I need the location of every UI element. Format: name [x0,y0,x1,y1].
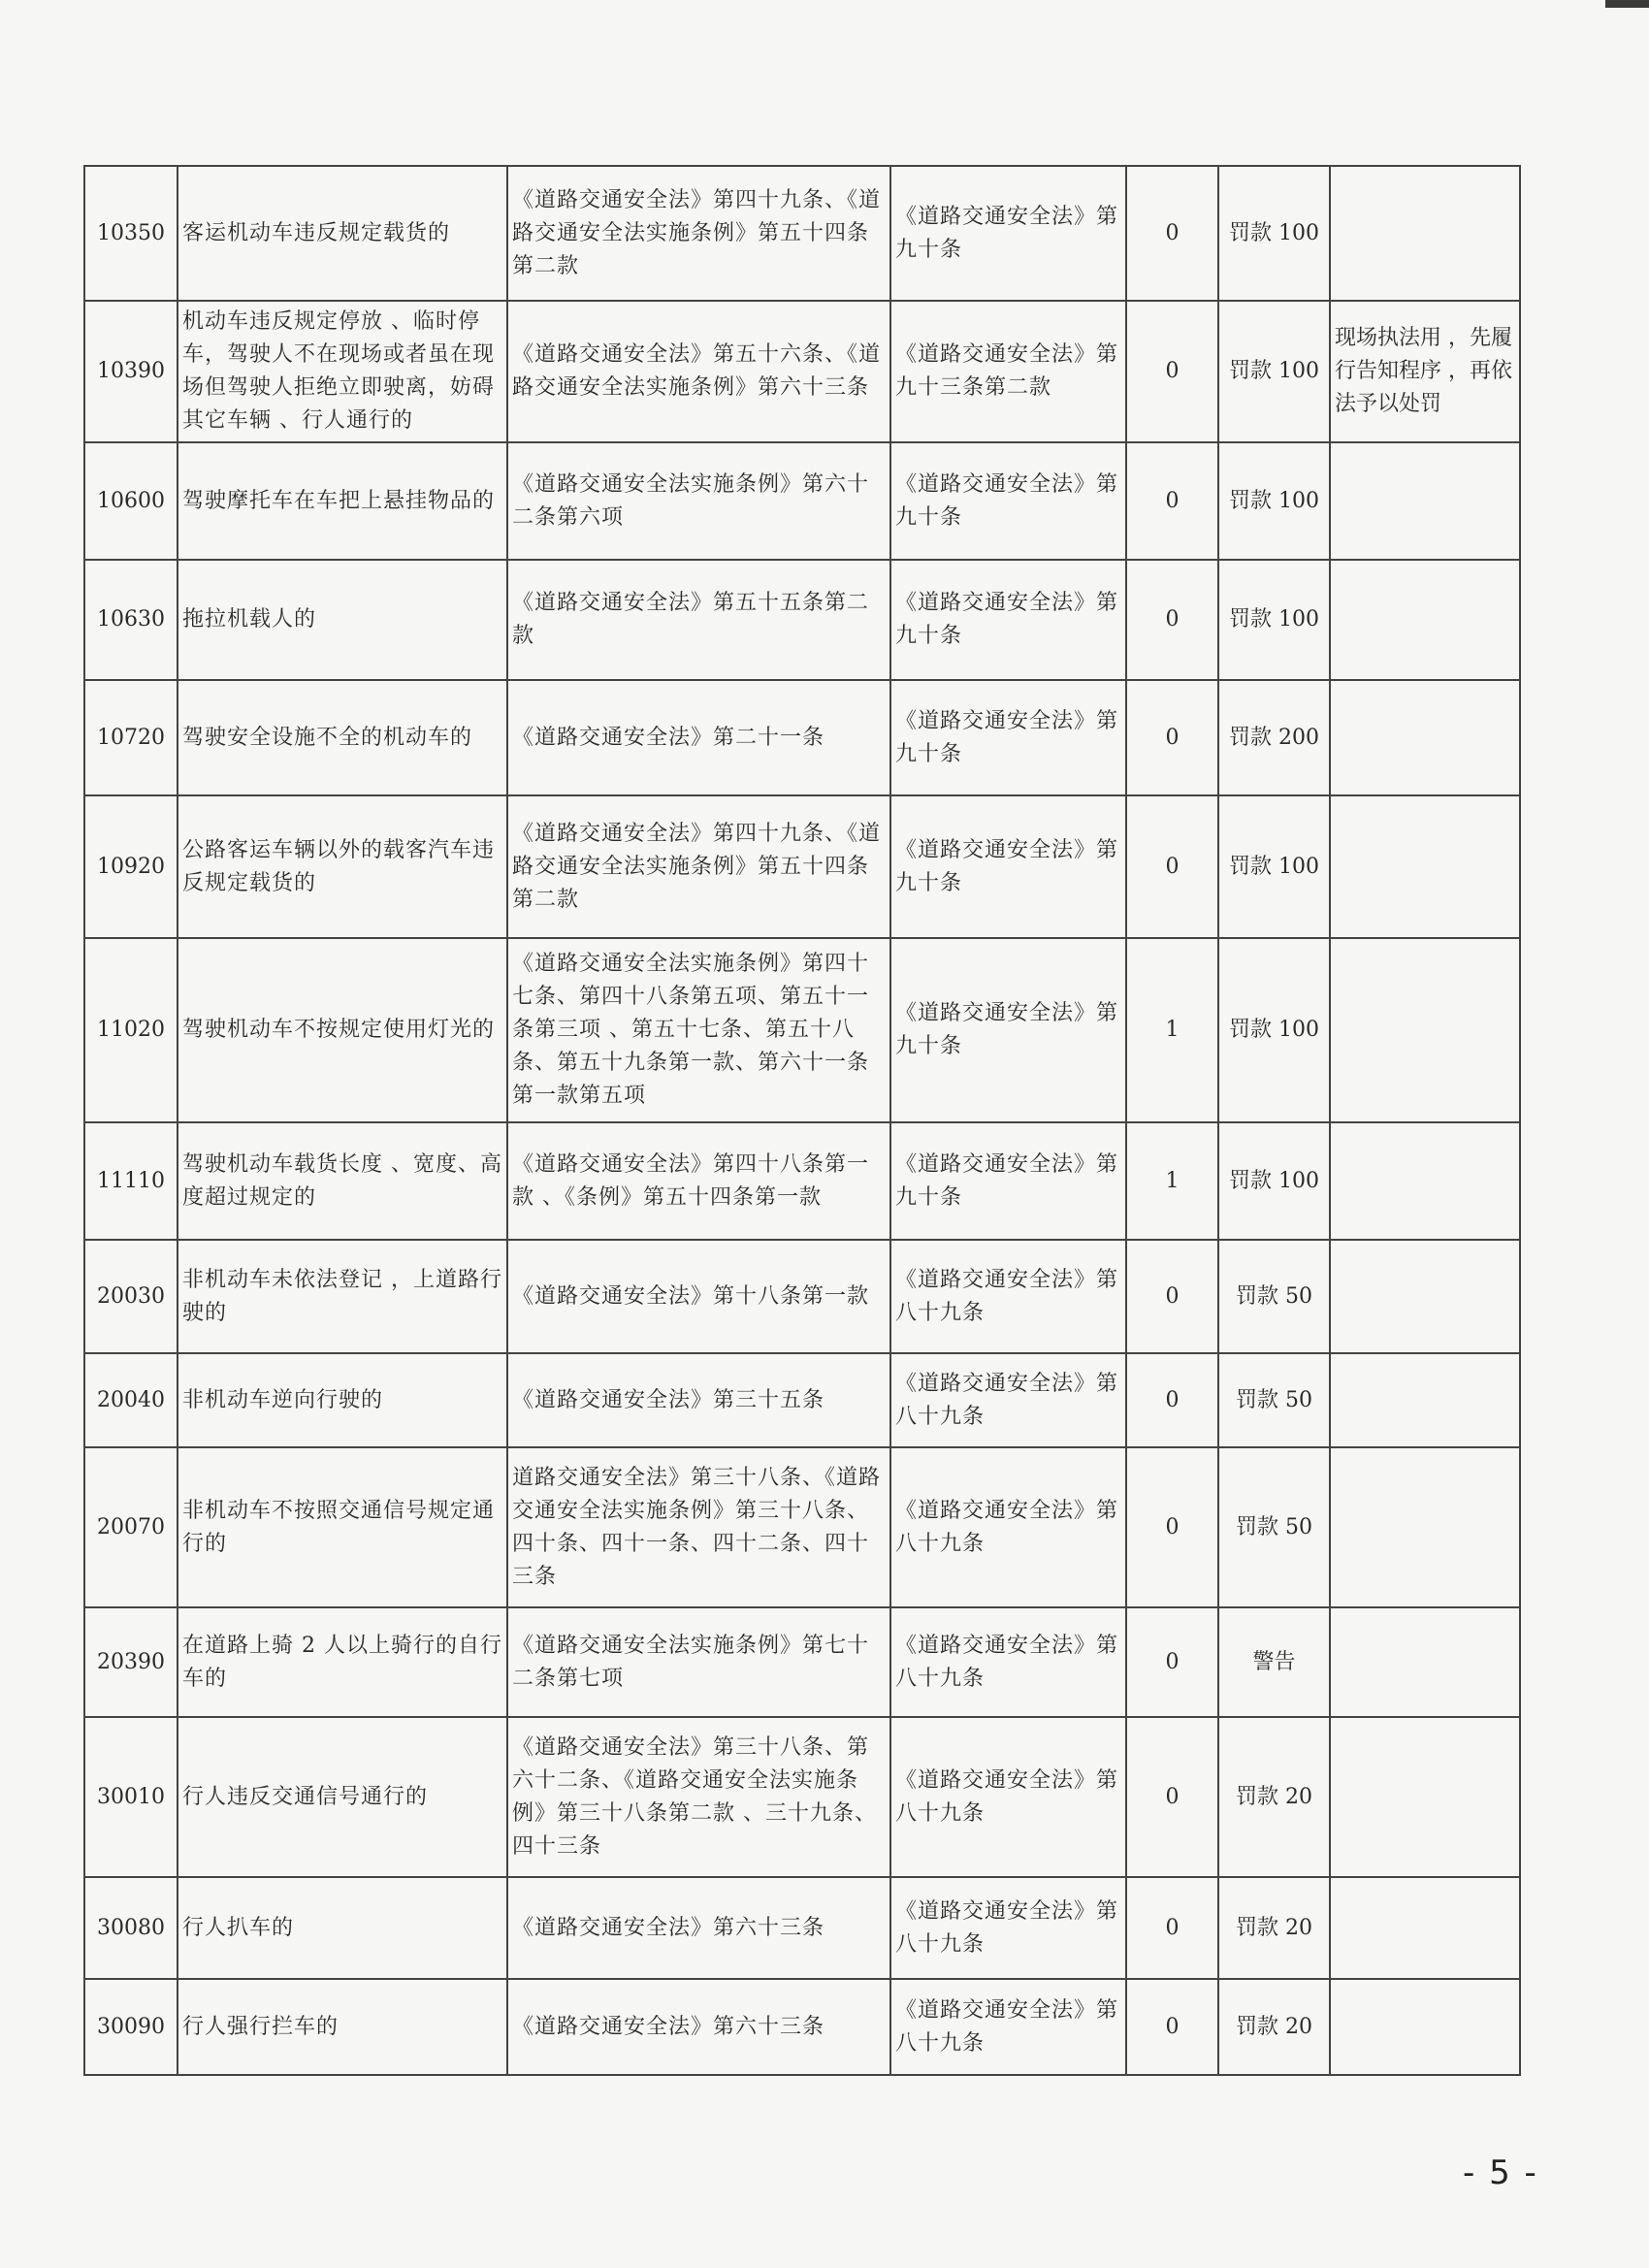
remark [1330,1447,1520,1607]
page-number: - 5 - [1463,2154,1538,2192]
violation-code: 10720 [84,680,178,795]
demerit-points: 0 [1126,1240,1218,1353]
legal-basis: 《道路交通安全法实施条例》第四十七条、第四十八条第五项、第五十一条第三项 、第五十七条、第五十八条、第五十九条第一款、第六十一条第一款第五项 [507,938,890,1122]
remark [1330,795,1520,938]
violation-description: 驾驶机动车不按规定使用灯光的 [178,938,507,1122]
scan-edge-mark [1605,0,1649,8]
legal-basis: 《道路交通安全法》第三十五条 [507,1353,890,1447]
remark [1330,1979,1520,2075]
table-row [84,1717,1520,1877]
table-row [84,1353,1520,1447]
penalty-reference: 《道路交通安全法》第九十条 [890,938,1126,1122]
legal-basis: 《道路交通安全法》第四十八条第一款 、《条例》第五十四条第一款 [507,1122,890,1240]
remark: 现场执法用 ，先履行告知程序 ，再依法予以处罚 [1330,301,1520,442]
violation-description: 驾驶摩托车在车把上悬挂物品的 [178,442,507,560]
penalty-amount: 罚款 50 [1218,1353,1330,1447]
penalty-reference: 《道路交通安全法》第八十九条 [890,1353,1126,1447]
violation-code: 10630 [84,560,178,680]
violation-code: 30090 [84,1979,178,2075]
table-row [84,301,1520,442]
penalty-reference: 《道路交通安全法》第九十条 [890,166,1126,301]
remark [1330,1877,1520,1979]
violation-description: 拖拉机载人的 [178,560,507,680]
violation-description: 驾驶机动车载货长度 、宽度、高度超过规定的 [178,1122,507,1240]
violation-description: 非机动车逆向行驶的 [178,1353,507,1447]
remark [1330,1717,1520,1877]
remark [1330,1122,1520,1240]
demerit-points: 1 [1126,1122,1218,1240]
table-row [84,1122,1520,1240]
penalty-reference: 《道路交通安全法》第八十九条 [890,1240,1126,1353]
violation-code: 20070 [84,1447,178,1607]
demerit-points: 0 [1126,1607,1218,1717]
violation-code: 20040 [84,1353,178,1447]
violation-code: 30080 [84,1877,178,1979]
penalty-amount: 罚款 20 [1218,1877,1330,1979]
legal-basis: 《道路交通安全法》第四十九条、《道路交通安全法实施条例》第五十四条第二款 [507,795,890,938]
demerit-points: 0 [1126,1979,1218,2075]
remark [1330,560,1520,680]
demerit-points: 0 [1126,560,1218,680]
violation-code: 30010 [84,1717,178,1877]
penalty-amount: 罚款 50 [1218,1447,1330,1607]
penalty-reference: 《道路交通安全法》第八十九条 [890,1607,1126,1717]
demerit-points: 0 [1126,1353,1218,1447]
violation-code: 20390 [84,1607,178,1717]
penalty-amount: 罚款 20 [1218,1717,1330,1877]
remark [1330,442,1520,560]
table-row [84,680,1520,795]
penalty-amount: 罚款 100 [1218,938,1330,1122]
demerit-points: 0 [1126,1447,1218,1607]
demerit-points: 0 [1126,166,1218,301]
demerit-points: 1 [1126,938,1218,1122]
table-row [84,1979,1520,2075]
legal-basis: 《道路交通安全法》第十八条第一款 [507,1240,890,1353]
remark [1330,938,1520,1122]
penalty-reference: 《道路交通安全法》第八十九条 [890,1447,1126,1607]
violation-code: 10350 [84,166,178,301]
table-row [84,1607,1520,1717]
table-row [84,1447,1520,1607]
demerit-points: 0 [1126,795,1218,938]
penalty-amount: 罚款 100 [1218,560,1330,680]
penalty-reference: 《道路交通安全法》第九十条 [890,795,1126,938]
table-row [84,1240,1520,1353]
penalty-reference: 《道路交通安全法》第九十条 [890,680,1126,795]
table-row [84,166,1520,301]
legal-basis: 道路交通安全法》第三十八条、《道路交通安全法实施条例》第三十八条、四十条、四十一条、四十二条、四十三条 [507,1447,890,1607]
violation-description: 机动车违反规定停放 、临时停车，驾驶人不在现场或者虽在现场但驾驶人拒绝立即驶离，妨碍其它车辆 、行人通行的 [178,301,507,442]
penalty-reference: 《道路交通安全法》第九十条 [890,442,1126,560]
violation-code: 10600 [84,442,178,560]
remark [1330,166,1520,301]
penalty-amount: 警告 [1218,1607,1330,1717]
violation-description: 驾驶安全设施不全的机动车的 [178,680,507,795]
violation-code: 10390 [84,301,178,442]
demerit-points: 0 [1126,1717,1218,1877]
penalty-amount: 罚款 100 [1218,442,1330,560]
violations-table-body [84,166,1520,2075]
violation-code: 20030 [84,1240,178,1353]
legal-basis: 《道路交通安全法》第三十八条、第六十二条、《道路交通安全法实施条例》第三十八条第二款 、三十九条、四十三条 [507,1717,890,1877]
demerit-points: 0 [1126,442,1218,560]
violation-code: 11110 [84,1122,178,1240]
legal-basis: 《道路交通安全法》第六十三条 [507,1877,890,1979]
legal-basis: 《道路交通安全法实施条例》第七十二条第七项 [507,1607,890,1717]
remark [1330,1353,1520,1447]
table-row [84,1877,1520,1979]
legal-basis: 《道路交通安全法实施条例》第六十二条第六项 [507,442,890,560]
legal-basis: 《道路交通安全法》第四十九条、《道路交通安全法实施条例》第五十四条第二款 [507,166,890,301]
violation-description: 行人违反交通信号通行的 [178,1717,507,1877]
violation-description: 客运机动车违反规定载货的 [178,166,507,301]
legal-basis: 《道路交通安全法》第六十三条 [507,1979,890,2075]
violation-description: 非机动车不按照交通信号规定通行的 [178,1447,507,1607]
legal-basis: 《道路交通安全法》第五十五条第二款 [507,560,890,680]
penalty-reference: 《道路交通安全法》第八十九条 [890,1877,1126,1979]
remark [1330,1607,1520,1717]
penalty-amount: 罚款 100 [1218,1122,1330,1240]
remark [1330,680,1520,795]
penalty-reference: 《道路交通安全法》第八十九条 [890,1979,1126,2075]
penalty-reference: 《道路交通安全法》第八十九条 [890,1717,1126,1877]
penalty-reference: 《道路交通安全法》第九十条 [890,560,1126,680]
violations-table [83,165,1521,2076]
penalty-reference: 《道路交通安全法》第九十三条第二款 [890,301,1126,442]
penalty-amount: 罚款 200 [1218,680,1330,795]
legal-basis: 《道路交通安全法》第五十六条、《道路交通安全法实施条例》第六十三条 [507,301,890,442]
demerit-points: 0 [1126,301,1218,442]
remark [1330,1240,1520,1353]
penalty-amount: 罚款 100 [1218,166,1330,301]
table-row [84,938,1520,1122]
penalty-amount: 罚款 20 [1218,1979,1330,2075]
table-row [84,795,1520,938]
penalty-amount: 罚款 100 [1218,301,1330,442]
penalty-amount: 罚款 50 [1218,1240,1330,1353]
demerit-points: 0 [1126,1877,1218,1979]
violation-description: 在道路上骑 2 人以上骑行的自行车的 [178,1607,507,1717]
violation-code: 10920 [84,795,178,938]
violation-description: 行人强行拦车的 [178,1979,507,2075]
violation-description: 行人扒车的 [178,1877,507,1979]
demerit-points: 0 [1126,680,1218,795]
penalty-amount: 罚款 100 [1218,795,1330,938]
violation-description: 非机动车未依法登记 ，上道路行驶的 [178,1240,507,1353]
penalty-reference: 《道路交通安全法》第九十条 [890,1122,1126,1240]
violation-description: 公路客运车辆以外的载客汽车违反规定载货的 [178,795,507,938]
legal-basis: 《道路交通安全法》第二十一条 [507,680,890,795]
table-row [84,560,1520,680]
violation-code: 11020 [84,938,178,1122]
table-row [84,442,1520,560]
